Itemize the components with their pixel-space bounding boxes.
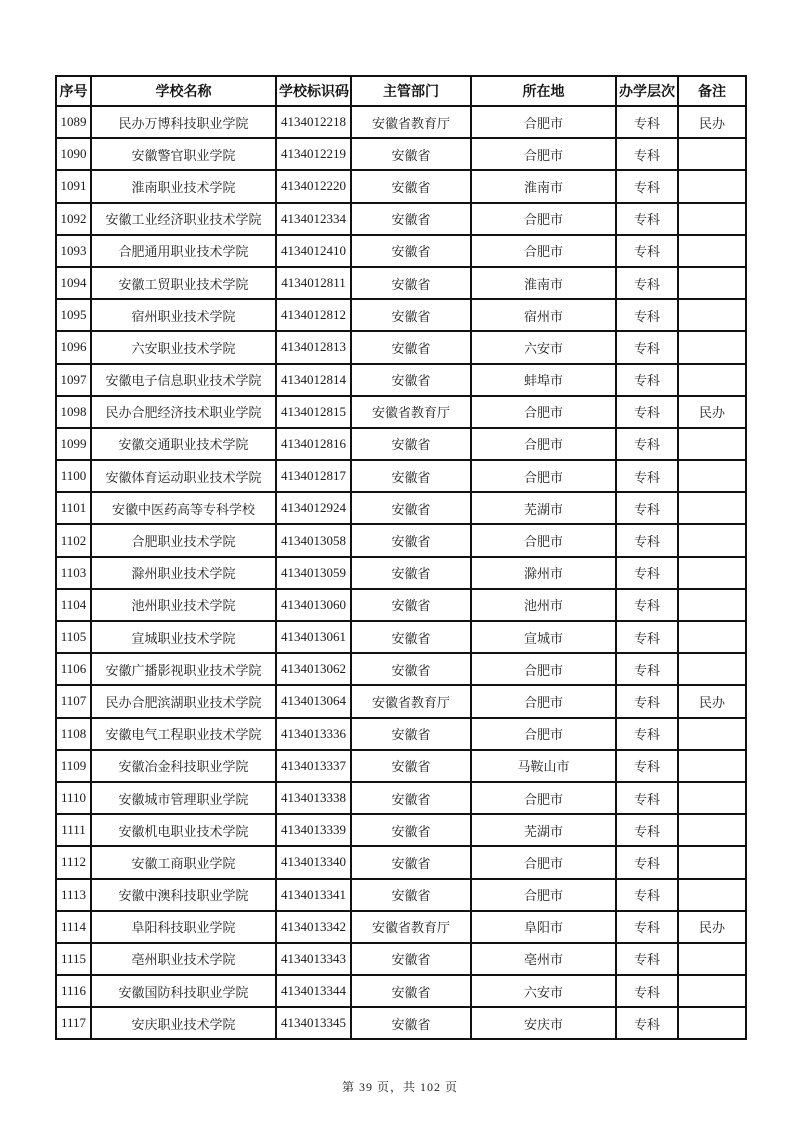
cell-seq: 1107 [56,685,91,717]
cell-remark [678,364,746,396]
cell-school-code: 4134012816 [276,428,351,460]
cell-location: 合肥市 [471,203,616,235]
table-row [56,235,746,267]
cell-authority: 安徽省 [351,653,471,685]
cell-seq: 1105 [56,621,91,653]
cell-level: 专科 [616,1007,678,1039]
cell-seq: 1108 [56,718,91,750]
cell-remark [678,524,746,556]
cell-location: 宣城市 [471,621,616,653]
table-row [56,911,746,943]
table-row [56,589,746,621]
cell-school-name: 安徽电气工程职业技术学院 [91,718,276,750]
cell-remark [678,428,746,460]
cell-school-code: 4134012814 [276,364,351,396]
cell-location: 六安市 [471,331,616,363]
cell-remark [678,138,746,170]
cell-remark [678,203,746,235]
cell-school-code: 4134012218 [276,106,351,138]
table-row [56,879,746,911]
cell-seq: 1112 [56,846,91,878]
cell-school-name: 安徽城市管理职业学院 [91,782,276,814]
cell-remark [678,1007,746,1039]
cell-level: 专科 [616,203,678,235]
cell-authority: 安徽省 [351,782,471,814]
cell-remark [678,846,746,878]
cell-authority: 安徽省 [351,846,471,878]
cell-location: 合肥市 [471,653,616,685]
cell-seq: 1096 [56,331,91,363]
cell-level: 专科 [616,267,678,299]
table-row [56,975,746,1007]
cell-seq: 1091 [56,170,91,202]
cell-school-code: 4134013344 [276,975,351,1007]
cell-authority: 安徽省 [351,138,471,170]
cell-remark: 民办 [678,685,746,717]
cell-remark [678,492,746,524]
cell-level: 专科 [616,492,678,524]
cell-location: 合肥市 [471,138,616,170]
cell-school-name: 合肥通用职业技术学院 [91,235,276,267]
cell-seq: 1092 [56,203,91,235]
cell-remark: 民办 [678,106,746,138]
cell-location: 合肥市 [471,879,616,911]
table-header [56,76,746,106]
cell-authority: 安徽省 [351,203,471,235]
table-row [56,1007,746,1039]
cell-seq: 1102 [56,524,91,556]
cell-authority: 安徽省教育厅 [351,685,471,717]
cell-school-code: 4134013059 [276,557,351,589]
cell-school-name: 安徽体育运动职业技术学院 [91,460,276,492]
cell-location: 合肥市 [471,106,616,138]
cell-authority: 安徽省 [351,267,471,299]
cell-school-name: 亳州职业技术学院 [91,943,276,975]
cell-level: 专科 [616,235,678,267]
cell-remark [678,557,746,589]
cell-authority: 安徽省 [351,235,471,267]
cell-authority: 安徽省 [351,718,471,750]
cell-school-name: 安徽冶金科技职业学院 [91,750,276,782]
cell-authority: 安徽省 [351,364,471,396]
table-row [56,557,746,589]
cell-remark [678,943,746,975]
cell-school-code: 4134012815 [276,396,351,428]
cell-location: 安庆市 [471,1007,616,1039]
cell-location: 马鞍山市 [471,750,616,782]
cell-school-name: 安徽工商职业学院 [91,846,276,878]
cell-level: 专科 [616,718,678,750]
cell-remark [678,750,746,782]
cell-level: 专科 [616,879,678,911]
cell-authority: 安徽省教育厅 [351,911,471,943]
cell-school-name: 合肥职业技术学院 [91,524,276,556]
cell-location: 合肥市 [471,428,616,460]
table-row [56,653,746,685]
table-row [56,460,746,492]
cell-school-code: 4134013336 [276,718,351,750]
cell-school-code: 4134012220 [276,170,351,202]
cell-level: 专科 [616,685,678,717]
cell-seq: 1103 [56,557,91,589]
cell-remark: 民办 [678,911,746,943]
cell-seq: 1110 [56,782,91,814]
cell-school-code: 4134013343 [276,943,351,975]
cell-school-name: 安徽交通职业技术学院 [91,428,276,460]
cell-school-code: 4134013337 [276,750,351,782]
cell-school-code: 4134012813 [276,331,351,363]
cell-school-code: 4134013064 [276,685,351,717]
cell-location: 合肥市 [471,718,616,750]
cell-school-name: 阜阳科技职业学院 [91,911,276,943]
cell-remark [678,814,746,846]
cell-seq: 1098 [56,396,91,428]
cell-school-name: 宣城职业技术学院 [91,621,276,653]
cell-level: 专科 [616,750,678,782]
cell-authority: 安徽省 [351,524,471,556]
cell-seq: 1090 [56,138,91,170]
cell-seq: 1094 [56,267,91,299]
cell-school-name: 安徽中医药高等专科学校 [91,492,276,524]
cell-school-name: 池州职业技术学院 [91,589,276,621]
cell-level: 专科 [616,170,678,202]
cell-authority: 安徽省 [351,460,471,492]
cell-authority: 安徽省 [351,492,471,524]
cell-school-name: 民办合肥滨湖职业技术学院 [91,685,276,717]
cell-school-code: 4134012334 [276,203,351,235]
cell-remark [678,267,746,299]
cell-school-code: 4134013340 [276,846,351,878]
cell-location: 淮南市 [471,267,616,299]
cell-level: 专科 [616,331,678,363]
cell-location: 合肥市 [471,685,616,717]
cell-level: 专科 [616,396,678,428]
cell-school-code: 4134012924 [276,492,351,524]
cell-level: 专科 [616,846,678,878]
cell-location: 蚌埠市 [471,364,616,396]
cell-level: 专科 [616,621,678,653]
cell-remark [678,589,746,621]
cell-seq: 1097 [56,364,91,396]
cell-level: 专科 [616,975,678,1007]
cell-authority: 安徽省 [351,557,471,589]
cell-remark [678,879,746,911]
cell-school-name: 安徽广播影视职业技术学院 [91,653,276,685]
cell-school-code: 4134013342 [276,911,351,943]
cell-level: 专科 [616,943,678,975]
cell-school-code: 4134012812 [276,299,351,331]
cell-seq: 1114 [56,911,91,943]
cell-school-name: 民办合肥经济技术职业学院 [91,396,276,428]
cell-level: 专科 [616,782,678,814]
cell-school-name: 安庆职业技术学院 [91,1007,276,1039]
cell-location: 合肥市 [471,524,616,556]
table-row [56,203,746,235]
cell-school-code: 4134013060 [276,589,351,621]
cell-remark [678,299,746,331]
cell-school-name: 六安职业技术学院 [91,331,276,363]
cell-level: 专科 [616,557,678,589]
cell-seq: 1095 [56,299,91,331]
cell-seq: 1106 [56,653,91,685]
cell-location: 芜湖市 [471,814,616,846]
cell-remark [678,975,746,1007]
school-list-table [55,75,747,1040]
table-row [56,524,746,556]
cell-authority: 安徽省 [351,331,471,363]
table-row [56,846,746,878]
header-seq: 序号 [56,76,91,106]
cell-school-name: 安徽机电职业技术学院 [91,814,276,846]
cell-authority: 安徽省 [351,589,471,621]
table-row [56,170,746,202]
cell-seq: 1101 [56,492,91,524]
cell-level: 专科 [616,428,678,460]
cell-location: 亳州市 [471,943,616,975]
cell-level: 专科 [616,524,678,556]
cell-level: 专科 [616,653,678,685]
cell-location: 合肥市 [471,782,616,814]
cell-location: 阜阳市 [471,911,616,943]
cell-school-code: 4134012811 [276,267,351,299]
cell-level: 专科 [616,138,678,170]
cell-authority: 安徽省教育厅 [351,106,471,138]
header-school-name: 学校名称 [91,76,276,106]
table-row [56,267,746,299]
cell-school-name: 民办万博科技职业学院 [91,106,276,138]
cell-seq: 1099 [56,428,91,460]
table-row [56,299,746,331]
cell-school-code: 4134012219 [276,138,351,170]
cell-location: 淮南市 [471,170,616,202]
cell-location: 合肥市 [471,235,616,267]
table-row [56,943,746,975]
header-row [56,76,746,106]
cell-seq: 1093 [56,235,91,267]
cell-school-code: 4134013058 [276,524,351,556]
cell-seq: 1100 [56,460,91,492]
table-row [56,396,746,428]
cell-authority: 安徽省 [351,299,471,331]
table-row [56,492,746,524]
cell-school-name: 安徽工业经济职业技术学院 [91,203,276,235]
cell-location: 滁州市 [471,557,616,589]
table-row [56,138,746,170]
cell-school-code: 4134012410 [276,235,351,267]
cell-authority: 安徽省教育厅 [351,396,471,428]
cell-location: 合肥市 [471,846,616,878]
cell-authority: 安徽省 [351,428,471,460]
cell-location: 合肥市 [471,396,616,428]
cell-seq: 1104 [56,589,91,621]
cell-seq: 1109 [56,750,91,782]
cell-school-name: 安徽国防科技职业学院 [91,975,276,1007]
cell-level: 专科 [616,814,678,846]
cell-remark [678,653,746,685]
cell-school-name: 安徽电子信息职业技术学院 [91,364,276,396]
cell-level: 专科 [616,364,678,396]
cell-school-name: 滁州职业技术学院 [91,557,276,589]
cell-authority: 安徽省 [351,750,471,782]
cell-remark: 民办 [678,396,746,428]
cell-level: 专科 [616,911,678,943]
cell-location: 六安市 [471,975,616,1007]
cell-remark [678,235,746,267]
cell-school-name: 安徽警官职业学院 [91,138,276,170]
cell-school-code: 4134013339 [276,814,351,846]
cell-location: 芜湖市 [471,492,616,524]
cell-school-code: 4134013061 [276,621,351,653]
cell-location: 合肥市 [471,460,616,492]
table-row [56,750,746,782]
cell-authority: 安徽省 [351,879,471,911]
cell-authority: 安徽省 [351,170,471,202]
cell-school-name: 宿州职业技术学院 [91,299,276,331]
cell-school-code: 4134013345 [276,1007,351,1039]
cell-level: 专科 [616,106,678,138]
cell-level: 专科 [616,460,678,492]
cell-seq: 1115 [56,943,91,975]
cell-authority: 安徽省 [351,975,471,1007]
header-level: 办学层次 [616,76,678,106]
table-row [56,364,746,396]
cell-location: 宿州市 [471,299,616,331]
cell-school-name: 安徽中澳科技职业学院 [91,879,276,911]
cell-remark [678,621,746,653]
cell-school-code: 4134013338 [276,782,351,814]
cell-authority: 安徽省 [351,814,471,846]
header-authority: 主管部门 [351,76,471,106]
table-row [56,106,746,138]
cell-remark [678,170,746,202]
header-school-code: 学校标识码 [276,76,351,106]
page-footer: 第 39 页，共 102 页 [341,1080,458,1094]
cell-school-code: 4134013062 [276,653,351,685]
table-row [56,331,746,363]
cell-school-code: 4134013341 [276,879,351,911]
cell-level: 专科 [616,589,678,621]
cell-school-name: 淮南职业技术学院 [91,170,276,202]
table-row [56,814,746,846]
cell-seq: 1117 [56,1007,91,1039]
cell-seq: 1111 [56,814,91,846]
table-row [56,718,746,750]
cell-authority: 安徽省 [351,621,471,653]
cell-authority: 安徽省 [351,943,471,975]
header-location: 所在地 [471,76,616,106]
cell-school-name: 安徽工贸职业技术学院 [91,267,276,299]
cell-seq: 1116 [56,975,91,1007]
cell-seq: 1113 [56,879,91,911]
cell-location: 池州市 [471,589,616,621]
cell-remark [678,718,746,750]
cell-seq: 1089 [56,106,91,138]
cell-level: 专科 [616,299,678,331]
cell-remark [678,331,746,363]
cell-authority: 安徽省 [351,1007,471,1039]
table-row [56,685,746,717]
table-row [56,428,746,460]
table-row [56,621,746,653]
cell-school-code: 4134012817 [276,460,351,492]
cell-remark [678,782,746,814]
header-remark: 备注 [678,76,746,106]
cell-remark [678,460,746,492]
table-body [56,106,746,1039]
table-row [56,782,746,814]
